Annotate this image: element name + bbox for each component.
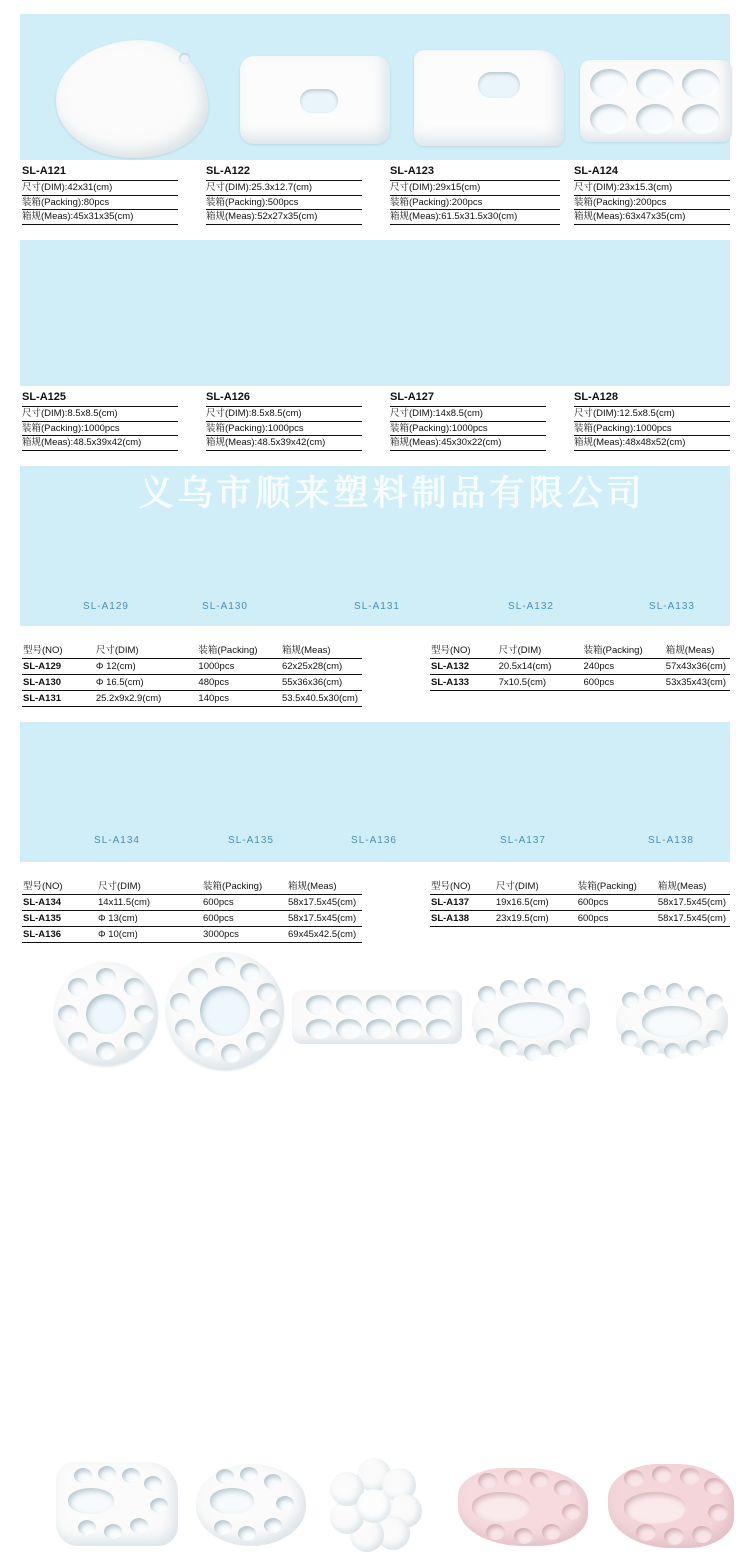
paint-well: [134, 1005, 154, 1023]
cell-meas: 62x25x28(cm): [281, 659, 362, 675]
paint-well: [590, 104, 628, 134]
th-no: 型号(NO): [430, 876, 495, 895]
cell-meas: 69x45x42.5(cm): [287, 927, 362, 943]
product-packing: 装箱(Packing):200pcs: [574, 196, 730, 211]
paint-well: [548, 980, 566, 997]
product-packing: 装箱(Packing):200pcs: [390, 196, 560, 211]
paint-well: [238, 1526, 256, 1541]
spec-block-sl-a125: [22, 392, 178, 451]
cell-dim: 23x19.5(cm): [495, 911, 577, 927]
paint-well: [306, 995, 332, 1015]
paint-well: [688, 986, 705, 1002]
paint-well: [621, 1030, 638, 1046]
table-row: [430, 911, 730, 927]
cell-dim: 14x11.5(cm): [97, 895, 202, 911]
product-packing: 装箱(Packing):500pcs: [206, 196, 362, 211]
product-dim: 尺寸(DIM):8.5x8.5(cm): [206, 407, 362, 422]
product-code: SL-A122: [206, 166, 362, 181]
cell-packing: 600pcs: [202, 895, 287, 911]
cell-packing: 480pcs: [197, 675, 281, 691]
cell-packing: 140pcs: [197, 691, 281, 707]
paint-well: [524, 978, 542, 995]
table-row: [22, 895, 362, 911]
paint-well: [124, 1032, 144, 1050]
table-row: [430, 895, 730, 911]
product-dim: 尺寸(DIM):12.5x8.5(cm): [574, 407, 730, 422]
paint-well: [264, 1474, 282, 1489]
paint-well: [124, 978, 144, 996]
paint-well: [486, 1524, 505, 1540]
paint-well: [530, 1472, 549, 1488]
paint-well: [240, 963, 260, 982]
product-band-row1: [20, 14, 730, 160]
paint-well: [568, 988, 586, 1005]
paint-well: [257, 983, 277, 1002]
paint-well: [150, 1498, 168, 1513]
th-dim: 尺寸(DIM): [498, 640, 583, 659]
th-meas: 箱规(Meas): [281, 640, 362, 659]
paint-well: [500, 1040, 518, 1057]
product-image-sl-a132: [472, 982, 590, 1056]
paint-well: [96, 1042, 116, 1060]
product-meas: 箱规(Meas):52x27x35(cm): [206, 210, 362, 225]
spec-table-row4-right: [430, 876, 730, 927]
cell-meas: 57x43x36(cm): [665, 659, 730, 675]
product-band-row3: [20, 466, 730, 626]
paint-well: [478, 1473, 497, 1489]
caption-sl-a131: SL-A131: [354, 601, 400, 612]
product-code: SL-A126: [206, 392, 362, 407]
product-image-sl-a121: [56, 40, 208, 158]
cell-meas: 53.5x40.5x30(cm): [281, 691, 362, 707]
paint-well: [642, 1040, 659, 1056]
product-image-sl-a123: [414, 50, 564, 146]
paint-well: [336, 1019, 362, 1039]
center-well: [200, 986, 250, 1036]
cell-packing: 600pcs: [577, 895, 657, 911]
cell-code: SL-A136: [22, 927, 97, 943]
product-dim: 尺寸(DIM):42x31(cm): [22, 181, 178, 196]
spec-block-sl-a127: [390, 392, 546, 451]
product-dim: 尺寸(DIM):29x15(cm): [390, 181, 560, 196]
th-packing: 装箱(Packing): [197, 640, 281, 659]
th-packing: 装箱(Packing): [577, 876, 657, 895]
center-well: [86, 994, 126, 1034]
th-no: 型号(NO): [22, 876, 97, 895]
mixing-area: [210, 1488, 254, 1514]
paint-well: [426, 995, 452, 1015]
paint-well: [58, 1005, 78, 1023]
product-code: SL-A125: [22, 392, 178, 407]
cell-dim: 25.2x9x2.9(cm): [95, 691, 198, 707]
mixing-area: [68, 1488, 114, 1514]
paint-well: [366, 1019, 392, 1039]
paint-well: [652, 1466, 672, 1483]
paint-well: [624, 1470, 644, 1487]
caption-sl-a138: SL-A138: [648, 835, 694, 846]
th-no: 型号(NO): [430, 640, 498, 659]
paint-well: [396, 1019, 422, 1039]
cell-dim: 19x16.5(cm): [495, 895, 577, 911]
table-row: [430, 675, 730, 691]
paint-well: [500, 980, 518, 997]
watermark-text: 义乌市顺来塑料制品有限公司: [138, 474, 646, 514]
table-header-row: [430, 876, 730, 895]
paint-well: [175, 1019, 195, 1038]
cell-code: SL-A132: [430, 659, 498, 675]
cell-packing: 240pcs: [583, 659, 665, 675]
cell-dim: Φ 13(cm): [97, 911, 202, 927]
cell-meas: 55x36x36(cm): [281, 675, 362, 691]
table-row: [22, 659, 362, 675]
paint-well: [188, 968, 208, 987]
paint-well: [216, 1469, 234, 1484]
paint-well: [664, 1528, 684, 1545]
cell-dim: Φ 10(cm): [97, 927, 202, 943]
paint-well: [221, 1044, 241, 1063]
cell-packing: 3000pcs: [202, 927, 287, 943]
table-row: [22, 927, 362, 943]
cell-meas: 53x35x43(cm): [665, 675, 730, 691]
paint-well: [366, 995, 392, 1015]
product-meas: 箱规(Meas):45x31x35(cm): [22, 210, 178, 225]
paint-well: [396, 995, 422, 1015]
paint-well: [644, 985, 661, 1001]
caption-sl-a129: SL-A129: [83, 601, 129, 612]
cell-dim: 20.5x14(cm): [498, 659, 583, 675]
paint-well: [68, 978, 88, 996]
caption-sl-a136: SL-A136: [351, 835, 397, 846]
paint-well: [478, 986, 496, 1003]
spec-table-row4-left: [22, 876, 362, 943]
cell-code: SL-A138: [430, 911, 495, 927]
paint-well: [554, 1480, 573, 1496]
paint-well: [240, 1467, 258, 1482]
spec-block-sl-a128: [574, 392, 730, 451]
cell-packing: 600pcs: [202, 911, 287, 927]
spec-block-sl-a124: [574, 166, 730, 225]
cell-dim: 7x10.5(cm): [498, 675, 583, 691]
table-row: [430, 659, 730, 675]
table-header-row: [430, 640, 730, 659]
caption-sl-a134: SL-A134: [94, 835, 140, 846]
product-dim: 尺寸(DIM):14x8.5(cm): [390, 407, 546, 422]
product-code: SL-A128: [574, 392, 730, 407]
product-code: SL-A124: [574, 166, 730, 181]
paint-well: [524, 1044, 542, 1061]
th-meas: 箱规(Meas): [657, 876, 730, 895]
paint-well: [195, 1038, 215, 1057]
paint-well: [504, 1470, 523, 1486]
paint-well: [260, 1009, 280, 1028]
product-code: SL-A127: [390, 392, 546, 407]
paint-well: [570, 1028, 588, 1045]
paint-well: [692, 1526, 712, 1543]
paint-well: [682, 104, 720, 134]
spec-block-sl-a123: [390, 166, 560, 225]
cell-meas: 58x17.5x45(cm): [287, 911, 362, 927]
product-image-sl-a131: [292, 990, 462, 1044]
product-packing: 装箱(Packing):1000pcs: [22, 422, 178, 437]
product-band-row4: [20, 722, 730, 862]
paint-well: [664, 1043, 681, 1059]
paint-well: [246, 1032, 266, 1051]
th-meas: 箱规(Meas): [665, 640, 730, 659]
th-dim: 尺寸(DIM): [95, 640, 198, 659]
thumb-hole: [300, 89, 338, 113]
paint-well: [130, 1518, 148, 1533]
cell-packing: 1000pcs: [197, 659, 281, 675]
paint-well: [706, 994, 723, 1010]
cell-meas: 58x17.5x45(cm): [657, 895, 730, 911]
product-image-sl-a138: [608, 1464, 734, 1548]
paint-well: [636, 1524, 656, 1541]
cell-code: SL-A134: [22, 895, 97, 911]
paint-well: [96, 968, 116, 986]
center-well: [498, 1002, 564, 1038]
paint-well: [548, 1040, 566, 1057]
product-meas: 箱规(Meas):63x47x35(cm): [574, 210, 730, 225]
table-header-row: [22, 640, 362, 659]
paint-well: [104, 1524, 122, 1539]
product-meas: 箱规(Meas):45x30x22(cm): [390, 436, 546, 451]
table-header-row: [22, 876, 362, 895]
product-image-sl-a136: [326, 1458, 422, 1554]
product-packing: 装箱(Packing):1000pcs: [390, 422, 546, 437]
cell-meas: 58x17.5x45(cm): [287, 895, 362, 911]
table-row: [22, 691, 362, 707]
paint-well: [686, 1040, 703, 1056]
product-meas: 箱规(Meas):48.5x39x42(cm): [206, 436, 362, 451]
cell-code: SL-A133: [430, 675, 498, 691]
product-dim: 尺寸(DIM):25.3x12.7(cm): [206, 181, 362, 196]
spec-block-sl-a126: [206, 392, 362, 451]
product-packing: 装箱(Packing):80pcs: [22, 196, 178, 211]
paint-well: [708, 1504, 728, 1521]
paint-well: [215, 957, 235, 976]
th-dim: 尺寸(DIM): [495, 876, 577, 895]
paint-well: [682, 69, 720, 99]
paint-well: [336, 995, 362, 1015]
th-dim: 尺寸(DIM): [97, 876, 202, 895]
paint-well: [590, 69, 628, 99]
cell-code: SL-A135: [22, 911, 97, 927]
product-dim: 尺寸(DIM):8.5x8.5(cm): [22, 407, 178, 422]
product-image-sl-a134: [56, 1462, 178, 1546]
caption-sl-a133: SL-A133: [649, 601, 695, 612]
caption-sl-a137: SL-A137: [500, 835, 546, 846]
mixing-area: [624, 1492, 686, 1524]
paint-well: [706, 1030, 723, 1046]
paint-well: [214, 1520, 232, 1535]
th-meas: 箱规(Meas): [287, 876, 362, 895]
cell-code: SL-A137: [430, 895, 495, 911]
paint-well: [170, 993, 190, 1012]
cell-code: SL-A129: [22, 659, 95, 675]
product-image-sl-a135: [196, 1464, 306, 1546]
product-packing: 装箱(Packing):1000pcs: [206, 422, 362, 437]
caption-sl-a135: SL-A135: [228, 835, 274, 846]
paint-well: [636, 69, 674, 99]
paint-well: [98, 1466, 116, 1481]
th-no: 型号(NO): [22, 640, 95, 659]
paint-well: [636, 104, 674, 134]
product-image-sl-a137: [458, 1468, 588, 1546]
caption-sl-a130: SL-A130: [202, 601, 248, 612]
center-well: [642, 1006, 702, 1038]
paint-well: [264, 1518, 282, 1533]
product-band-row2: [20, 240, 730, 386]
spec-block-sl-a121: [22, 166, 178, 225]
product-image-sl-a122: [240, 56, 390, 144]
product-image-sl-a129: [54, 962, 158, 1066]
spec-table-row3-right: [430, 640, 730, 691]
paint-well: [704, 1478, 724, 1495]
spec-table-row3-left: [22, 640, 362, 707]
table-row: [22, 675, 362, 691]
paint-well: [78, 1520, 96, 1535]
product-image-sl-a124: [580, 60, 732, 142]
table-row: [22, 911, 362, 927]
th-packing: 装箱(Packing): [583, 640, 665, 659]
product-dim: 尺寸(DIM):23x15.3(cm): [574, 181, 730, 196]
thumb-hole: [179, 53, 190, 64]
paint-well: [666, 983, 683, 999]
product-meas: 箱规(Meas):48x48x52(cm): [574, 436, 730, 451]
product-image-sl-a130: [166, 952, 284, 1070]
paint-well: [74, 1468, 92, 1483]
cell-code: SL-A131: [22, 691, 95, 707]
paint-well: [68, 1032, 88, 1050]
spec-block-sl-a122: [206, 166, 362, 225]
paint-well: [542, 1524, 561, 1540]
cell-dim: Φ 12(cm): [95, 659, 198, 675]
paint-well: [476, 1028, 494, 1045]
product-code: SL-A121: [22, 166, 178, 181]
cell-packing: 600pcs: [583, 675, 665, 691]
paint-well: [514, 1528, 533, 1544]
paint-well: [122, 1468, 140, 1483]
product-packing: 装箱(Packing):1000pcs: [574, 422, 730, 437]
paint-well: [144, 1476, 162, 1491]
cell-dim: Φ 16.5(cm): [95, 675, 198, 691]
product-meas: 箱规(Meas):61.5x31.5x30(cm): [390, 210, 560, 225]
th-packing: 装箱(Packing): [202, 876, 287, 895]
cell-code: SL-A130: [22, 675, 95, 691]
product-image-sl-a133: [616, 988, 728, 1054]
cell-meas: 58x17.5x45(cm): [657, 911, 730, 927]
product-code: SL-A123: [390, 166, 560, 181]
caption-sl-a132: SL-A132: [508, 601, 554, 612]
paint-well: [306, 1019, 332, 1039]
product-meas: 箱规(Meas):48.5x39x42(cm): [22, 436, 178, 451]
paint-well: [622, 992, 639, 1008]
paint-well: [562, 1504, 581, 1520]
flower-center: [357, 1489, 391, 1523]
cell-packing: 600pcs: [577, 911, 657, 927]
paint-well: [276, 1496, 294, 1511]
thumb-hole: [478, 72, 520, 98]
paint-well: [426, 1019, 452, 1039]
mixing-area: [472, 1492, 530, 1522]
paint-well: [680, 1468, 700, 1485]
